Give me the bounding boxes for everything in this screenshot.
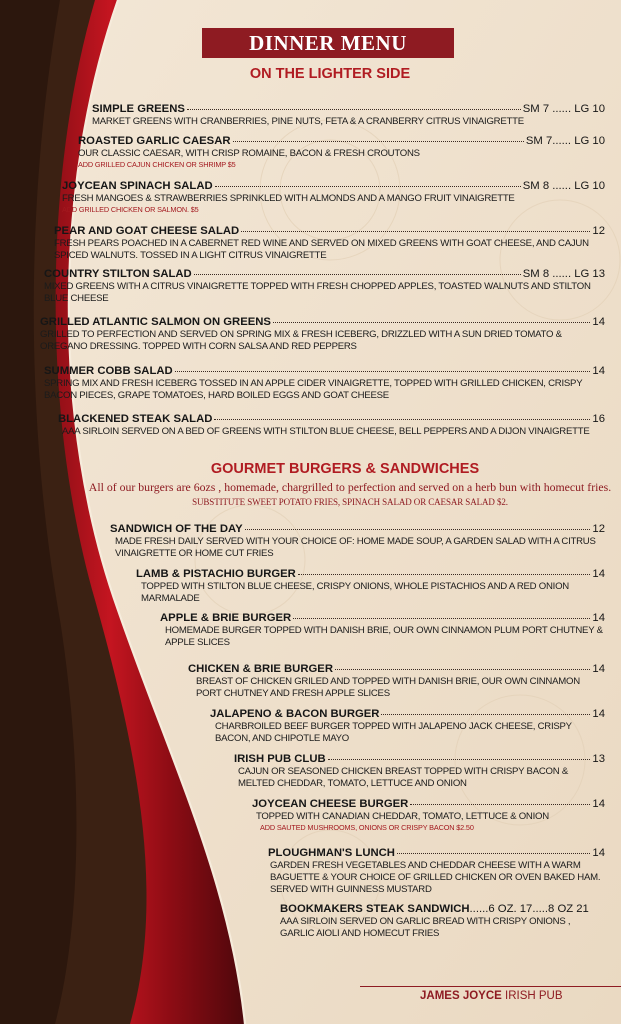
item-name: JOYCEAN SPINACH SALAD — [62, 180, 213, 192]
footer-rule — [360, 986, 621, 987]
dot-leader — [293, 607, 590, 619]
menu-item-grilled-atlantic-salmon — [40, 313, 605, 353]
item-description: HOMEMADE BURGER TOPPED WITH DANISH BRIE, OUR OWN CINNAMON PLUM PORT CHUTNEY & APPLE SLICES — [165, 625, 603, 648]
section-title-lighter-side: ON THE LIGHTER SIDE — [249, 66, 411, 82]
item-description: CAJUN OR SEASONED CHICKEN BREAST TOPPED WITH CRISPY BACON & MELTED CHEDDAR, TOMATO, LETTUCE AND ONION — [238, 766, 568, 789]
menu-item-bookmakers-steak-sandwich — [280, 903, 605, 940]
menu-item-joycean-cheese-burger — [252, 795, 605, 833]
item-name: APPLE & BRIE BURGER — [160, 612, 292, 624]
dot-leader — [194, 263, 521, 275]
menu-item-joycean-spinach-salad — [62, 177, 605, 215]
menu-item-summer-cobb-salad — [44, 362, 605, 402]
item-price: SM 7 ...... LG 10 — [522, 103, 605, 115]
item-description: MADE FRESH DAILY SERVED WITH YOUR CHOICE OF: HOME MADE SOUP, A GARDEN SALAD WITH A CITRUS VINAIGRETTE OR HOME CUT FRIES — [115, 536, 596, 559]
item-name: JOYCEAN CHEESE BURGER — [252, 798, 409, 810]
item-name: LAMB & PISTACHIO BURGER — [136, 568, 296, 580]
item-price: 14 — [592, 316, 605, 328]
item-description: FRESH PEARS POACHED IN A CABERNET RED WINE AND SERVED ON MIXED GREENS WITH GOAT CHEESE, AND CAJUN SPICED WALNUTS. TOSSED IN A LIGHT CITRUS VINAIGRETTE — [54, 238, 589, 261]
item-name: CHICKEN & BRIE BURGER — [188, 663, 333, 675]
dot-leader — [241, 220, 590, 232]
item-price: 12 — [592, 225, 605, 237]
item-price: 14 — [592, 663, 605, 675]
section-title-burgers: GOURMET BURGERS & SANDWICHES — [210, 461, 480, 477]
item-name: ROASTED GARLIC CAESAR — [78, 135, 231, 147]
menu-title: DINNER MENU — [202, 28, 454, 58]
menu-item-roasted-garlic-caesar — [78, 132, 605, 170]
item-description: TOPPED WITH STILTON BLUE CHEESE, CRISPY ONIONS, WHOLE PISTACHIOS AND A RED ONION MARMALADE — [141, 581, 569, 604]
menu-item-lamb-pistachio-burger — [136, 565, 605, 605]
dot-leader — [335, 658, 590, 670]
item-description: SPRING MIX AND FRESH ICEBERG TOSSED IN AN APPLE CIDER VINAIGRETTE, TOPPED WITH GRILLED CHICKEN, CRISPY BACON PIECES, GRAPE TOMATOES, HARD BOILED EGGS AND GOAT CHEESE — [44, 378, 583, 401]
item-description: AAA SIRLOIN SERVED ON GARLIC BREAD WITH CRISPY ONIONS , GARLIC AIOLI AND HOMECUT FRIES — [280, 916, 571, 939]
menu-item-jalapeno-bacon-burger — [210, 705, 605, 745]
item-description: GARDEN FRESH VEGETABLES AND CHEDDAR CHEESE WITH A WARM BAGUETTE & YOUR CHOICE OF GRILLED CHICKEN OR OVEN BAKED HAM. SERVED WITH GUINNESS MUSTARD — [270, 860, 601, 895]
item-price: 12 — [592, 523, 605, 535]
item-name: PEAR AND GOAT CHEESE SALAD — [54, 225, 240, 237]
item-price: SM 8 ...... LG 10 — [522, 180, 605, 192]
menu-item-blackened-steak-salad — [58, 410, 605, 438]
dot-leader — [298, 563, 591, 575]
item-description: GRILLED TO PERFECTION AND SERVED ON SPRING MIX & FRESH ICEBERG, DRIZZLED WITH A SUN DRIED TOMATO & OREGANO DRESSING. TOPPED WITH CORN SALSA AND RED PEPPERS — [40, 329, 562, 352]
item-price: 14 — [592, 365, 605, 377]
item-description: TOPPED WITH CANADIAN CHEDDAR, TOMATO, LETTUCE & ONION — [256, 811, 549, 822]
item-price: 13 — [592, 753, 605, 765]
item-description: MIXED GREENS WITH A CITRUS VINAIGRETTE TOPPED WITH FRESH CHOPPED APPLES, TOASTED WALNUTS AND STILTON BLUE CHEESE — [44, 281, 591, 304]
item-price: ......6 OZ. 17.....8 OZ 21 — [469, 903, 589, 915]
item-price: 14 — [592, 708, 605, 720]
item-name: BOOKMAKERS STEAK SANDWICH — [280, 903, 470, 915]
item-name: BLACKENED STEAK SALAD — [58, 413, 213, 425]
footer-name-bold: JAMES JOYCE — [420, 990, 502, 1002]
dot-leader — [214, 408, 590, 420]
item-name: GRILLED ATLANTIC SALMON ON GREENS — [40, 316, 271, 328]
item-addon: ADD SAUTED MUSHROOMS, ONIONS OR CRISPY BACON $2.50 — [260, 822, 474, 832]
item-price: SM 7...... LG 10 — [525, 135, 605, 147]
item-price: 14 — [592, 612, 605, 624]
menu-item-simple-greens — [92, 100, 605, 128]
dot-leader — [410, 793, 590, 805]
burgers-substitution-note: SUBSTITUTE SWEET POTATO FRIES, SPINACH SALAD OR CAESAR SALAD $2. — [192, 497, 508, 507]
menu-item-chicken-brie-burger — [188, 660, 605, 700]
item-description: FRESH MANGOES & STRAWBERRIES SPRINKLED WITH ALMONDS AND A MANGO FRUIT VINAIGRETTE — [62, 193, 515, 204]
footer-name-rest: IRISH PUB — [505, 990, 563, 1002]
item-price: SM 8 ...... LG 13 — [522, 268, 605, 280]
item-name: IRISH PUB CLUB — [234, 753, 326, 765]
item-name: JALAPENO & BACON BURGER — [210, 708, 380, 720]
dot-leader — [328, 748, 591, 760]
menu-item-country-stilton-salad — [44, 265, 605, 305]
menu-item-irish-pub-club — [234, 750, 605, 790]
menu-item-sandwich-of-the-day — [110, 520, 605, 560]
item-price: 14 — [592, 847, 605, 859]
menu-item-pear-goat-cheese-salad — [54, 222, 605, 262]
item-description: MARKET GREENS WITH CRANBERRIES, PINE NUTS, FETA & A CRANBERRY CITRUS VINAIGRETTE — [92, 116, 524, 127]
item-description: AAA SIRLOIN SERVED ON A BED OF GREENS WITH STILTON BLUE CHEESE, BELL PEPPERS AND A DIJON VINAIGRETTE — [62, 426, 590, 437]
item-description: CHARBROILED BEEF BURGER TOPPED WITH JALAPENO JACK CHEESE, CRISPY BACON, AND CHIPOTLE MAYO — [215, 721, 572, 744]
dot-leader — [175, 360, 591, 372]
burgers-intro-text: All of our burgers are 6ozs , homemade, chargrilled to perfection and served on a herb bun with homecut fries. — [88, 480, 612, 494]
dot-leader — [187, 98, 521, 110]
item-description: BREAST OF CHICKEN GRILED AND TOPPED WITH DANISH BRIE, OUR OWN CINNAMON PORT CHUTNEY AND FRESH APPLE SLICES — [196, 676, 580, 699]
item-name: COUNTRY STILTON SALAD — [44, 268, 192, 280]
dot-leader — [381, 703, 590, 715]
footer-pub-name — [420, 990, 563, 1002]
item-price: 14 — [592, 568, 605, 580]
menu-item-ploughmans-lunch — [268, 844, 605, 895]
dot-leader — [233, 130, 524, 142]
dot-leader — [215, 175, 521, 187]
dot-leader — [273, 311, 590, 323]
item-price: 14 — [592, 798, 605, 810]
item-price: 16 — [592, 413, 605, 425]
dot-leader — [397, 842, 590, 854]
burgers-intro — [85, 480, 615, 509]
item-name: SANDWICH OF THE DAY — [110, 523, 243, 535]
item-addon: ADD GRILLED CHICKEN OR SALMON. $5 — [62, 204, 199, 214]
item-name: SUMMER COBB SALAD — [44, 365, 173, 377]
item-name: PLOUGHMAN'S LUNCH — [268, 847, 395, 859]
dot-leader — [245, 518, 591, 530]
item-name: SIMPLE GREENS — [92, 103, 185, 115]
item-description: OUR CLASSIC CAESAR, WITH CRISP ROMAINE, BACON & FRESH CROUTONS — [78, 148, 420, 159]
menu-item-apple-brie-burger — [160, 609, 605, 649]
item-addon: ADD GRILLED CAJUN CHICKEN OR SHRIMP $5 — [78, 159, 236, 169]
